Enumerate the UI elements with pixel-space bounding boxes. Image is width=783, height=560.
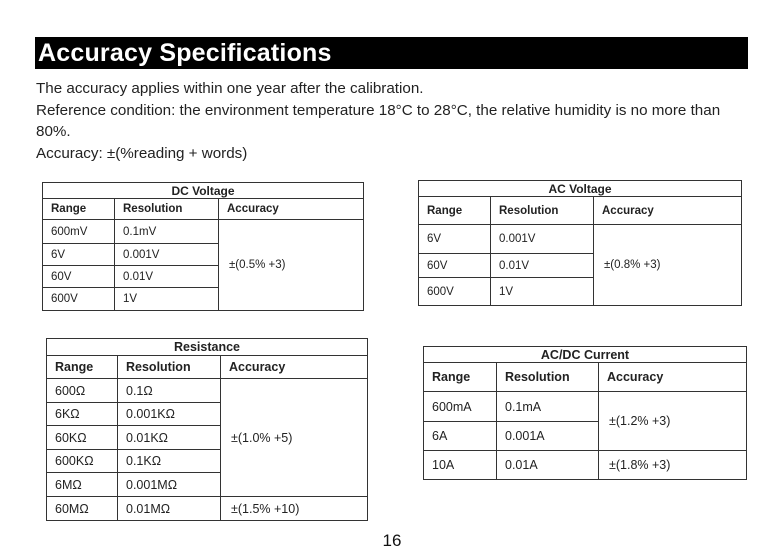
resolution-cell: 0.001MΩ xyxy=(118,473,221,497)
resolution-cell: 1V xyxy=(115,288,219,311)
dc-voltage-table xyxy=(42,182,364,311)
accuracy-cell: ±(1.5% +10) xyxy=(221,497,368,521)
resolution-cell: 0.001V xyxy=(115,244,219,266)
resolution-cell: 0.001V xyxy=(491,225,594,254)
resistance-title: Resistance xyxy=(47,339,368,356)
dc-voltage-title: DC Voltage xyxy=(43,183,364,199)
col-header-range: Range xyxy=(47,356,118,379)
resolution-cell: 0.001A xyxy=(497,422,599,451)
range-cell: 10A xyxy=(424,451,497,480)
col-header-range: Range xyxy=(419,197,491,225)
range-cell: 600KΩ xyxy=(47,450,118,473)
section-heading: Accuracy Specifications xyxy=(38,39,332,67)
accuracy-cell: ±(1.2% +3) xyxy=(599,392,747,451)
range-cell: 60V xyxy=(419,254,491,278)
col-header-resolution: Resolution xyxy=(491,197,594,225)
resistance-table xyxy=(46,338,368,521)
resolution-cell: 0.01A xyxy=(497,451,599,480)
col-header-resolution: Resolution xyxy=(115,199,219,220)
range-cell: 60MΩ xyxy=(47,497,118,521)
col-header-accuracy: Accuracy xyxy=(221,356,368,379)
range-cell: 600V xyxy=(419,278,491,306)
intro-line-accuracy-format: Accuracy: ±(%reading + words) xyxy=(36,144,248,162)
resolution-cell: 0.1Ω xyxy=(118,379,221,403)
range-cell: 6V xyxy=(419,225,491,254)
col-header-range: Range xyxy=(424,363,497,392)
accuracy-cell: ±(0.8% +3) xyxy=(594,225,742,306)
resolution-cell: 0.1mA xyxy=(497,392,599,422)
resolution-cell: 0.1mV xyxy=(115,220,219,244)
resolution-cell: 0.1KΩ xyxy=(118,450,221,473)
col-header-accuracy: Accuracy xyxy=(599,363,747,392)
resolution-cell: 0.001KΩ xyxy=(118,403,221,426)
range-cell: 6KΩ xyxy=(47,403,118,426)
range-cell: 600mV xyxy=(43,220,115,244)
col-header-resolution: Resolution xyxy=(118,356,221,379)
intro-line-calibration: The accuracy applies within one year after the calibration. xyxy=(36,80,424,97)
range-cell: 6V xyxy=(43,244,115,266)
col-header-range: Range xyxy=(43,199,115,220)
ac-voltage-table xyxy=(418,180,742,306)
col-header-resolution: Resolution xyxy=(497,363,599,392)
acdc-current-title: AC/DC Current xyxy=(424,347,747,363)
range-cell: 60KΩ xyxy=(47,426,118,450)
intro-line-reference: Reference condition: the environment temperature 18°C to 28°C, the relative humidity is no more than 80%. xyxy=(36,101,721,140)
intro-text xyxy=(36,78,752,164)
range-cell: 6MΩ xyxy=(47,473,118,497)
col-header-accuracy: Accuracy xyxy=(219,199,364,220)
resolution-cell: 1V xyxy=(491,278,594,306)
resolution-cell: 0.01KΩ xyxy=(118,426,221,450)
accuracy-cell: ±(1.8% +3) xyxy=(599,451,747,480)
range-cell: 60V xyxy=(43,266,115,288)
ac-voltage-title: AC Voltage xyxy=(419,181,742,197)
range-cell: 6A xyxy=(424,422,497,451)
resolution-cell: 0.01V xyxy=(491,254,594,278)
resolution-cell: 0.01V xyxy=(115,266,219,288)
accuracy-cell: ±(1.0% +5) xyxy=(221,379,368,497)
col-header-accuracy: Accuracy xyxy=(594,197,742,225)
resolution-cell: 0.01MΩ xyxy=(118,497,221,521)
range-cell: 600Ω xyxy=(47,379,118,403)
section-heading-bar xyxy=(35,37,748,69)
range-cell: 600mA xyxy=(424,392,497,422)
page-number: 16 xyxy=(382,531,402,550)
acdc-current-table xyxy=(423,346,747,480)
range-cell: 600V xyxy=(43,288,115,311)
accuracy-cell: ±(0.5% +3) xyxy=(219,220,364,311)
